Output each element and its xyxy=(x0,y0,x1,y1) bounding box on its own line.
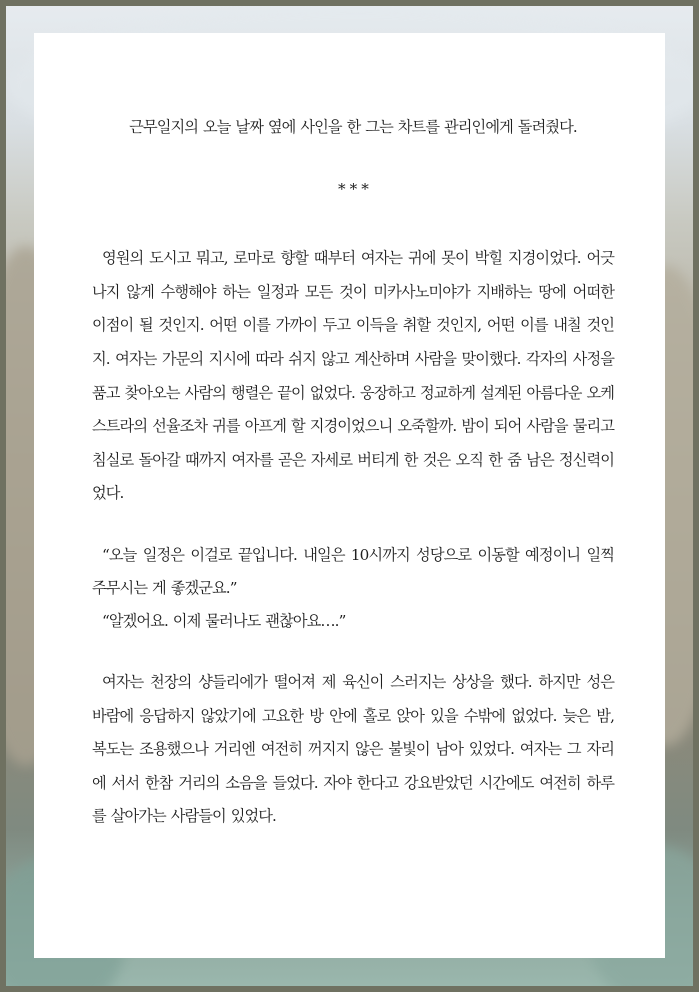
scene-separator: * * * xyxy=(338,179,368,198)
dialogue-1: “오늘 일정은 이걸로 끝입니다. 내일은 10시까지 성당으로 이동할 예정이니 일찍 주무시는 게 좋겠군요.” xyxy=(92,545,614,597)
dialogue-2: “알겠어요. 이제 물러나도 괜찮아요….” xyxy=(102,611,346,630)
document-page xyxy=(34,33,665,958)
document-body xyxy=(92,111,614,834)
paragraph-2: 여자는 천장의 샹들리에가 떨어져 제 육신이 스러지는 상상을 했다. 하지만 성은 바람에 응답하지 않았기에 고요한 방 안에 홀로 앉아 있을 수밖에 없었다. 늦은 밤, 복도는 조용했으나 거리엔 여전히 꺼지지 않은 불빛이 남아 있었다. 여자는 그 자리에 서서 한참 거리의 소음을 들었다. 자야 한다고 강요받았던 시간에도 여전히 하루를 살아가는 사람들이 있었다. xyxy=(92,672,614,826)
intro-line: 근무일지의 오늘 날짜 옆에 사인을 한 그는 차트를 관리인에게 돌려줬다. xyxy=(129,118,577,136)
paragraph-1: 영원의 도시고 뭐고, 로마로 향할 때부터 여자는 귀에 못이 박힐 지경이었다. 어긋나지 않게 수행해야 하는 일정과 모든 것이 미카사노미야가 지배하는 땅에 어떠한 이점이 될 것인지. 어떤 이를 가까이 두고 이득을 취할 것인지, 어떤 이를 내칠 것인지. 여자는 가문의 지시에 따라 쉬지 않고 계산하며 사람을 맞이했다. 각자의 사정을 품고 찾아오는 사람의 행렬은 끝이 없었다. 웅장하고 정교하게 설계된 아름다운 오케스트라의 선율조차 귀를 아프게 할 지경이었으니 오죽할까. 밤이 되어 사람을 물리고 침실로 돌아갈 때까지 여자를 곧은 자세로 버티게 한 것은 오직 한 줌 남은 정신력이었다. xyxy=(92,249,614,503)
